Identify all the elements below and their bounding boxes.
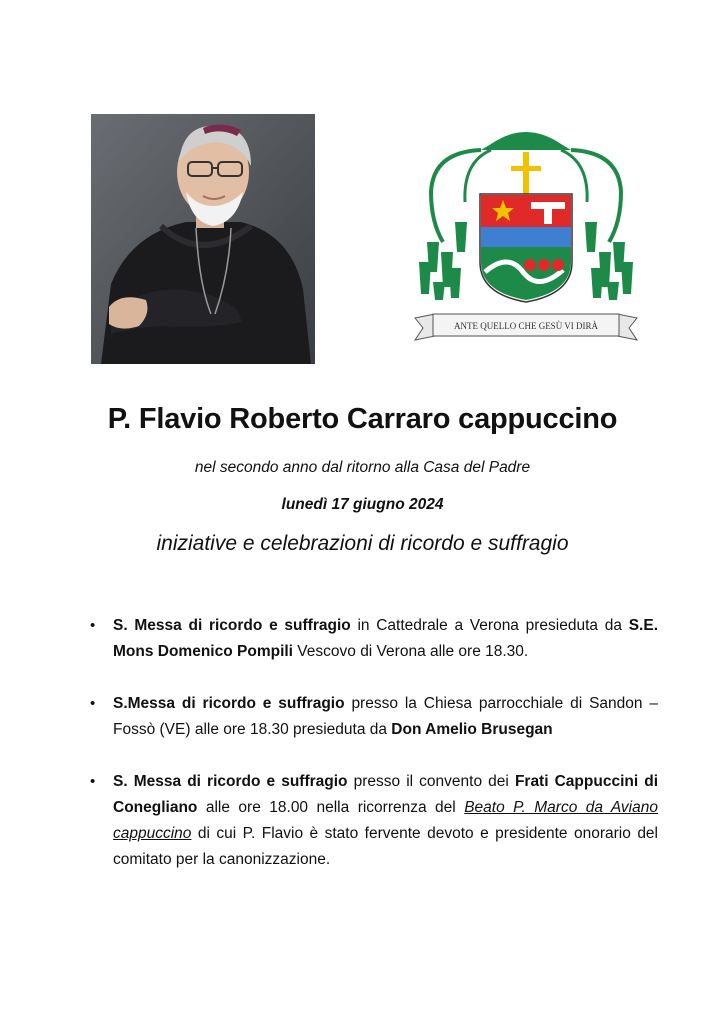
bullet-icon: • [90, 773, 96, 790]
item-3-text-mid: alle ore 18.00 nella ricorrenza del [197, 799, 465, 816]
event-list [88, 613, 658, 899]
bullet-icon: • [90, 617, 96, 634]
portrait-photo-icon [91, 114, 315, 364]
list-item [88, 769, 658, 873]
list-item [88, 691, 658, 743]
item-2-text: presso la Chiesa parrocchiale di Sandon – Fossò (VE) alle ore 18.30 presieduta da [113, 695, 658, 738]
item-1-text-end: Vescovo di Verona alle ore 18.30. [292, 643, 529, 660]
item-1-text: in Cattedrale a Verona presieduta da [350, 617, 629, 634]
subtitle: nel secondo anno dal ritorno alla Casa del Padre [194, 459, 531, 476]
item-3-convent: Frati Cappuccini di Conegliano [113, 773, 658, 816]
item-2-title: S.Messa di ricordo e suffragio [113, 695, 345, 712]
item-1-title: S. Messa di ricordo e suffragio [113, 617, 351, 634]
portrait-photo [91, 114, 315, 364]
item-2-celebrant: Don Amelio Brusegan [391, 721, 553, 738]
crest-motto: ANTE QUELLO CHE GESÙ VI DIRÀ [453, 321, 599, 331]
bullet-icon: • [90, 695, 96, 712]
episcopal-coat-of-arms-icon [413, 122, 639, 350]
section-heading: iniziative e celebrazioni di ricordo e suffragio [156, 532, 569, 555]
coat-of-arms [413, 122, 639, 350]
item-3-text-end: di cui P. Flavio è stato fervente devoto e presidente onorario del comitato per la canonizzazione. [113, 825, 658, 868]
item-1-celebrant: S.E. Mons Domenico Pompili [113, 617, 659, 660]
item-3-text: presso il convento dei [347, 773, 515, 790]
item-3-beato: Beato P. Marco da Aviano cappuccino [113, 799, 658, 842]
page-title: P. Flavio Roberto Carraro cappuccino [107, 403, 618, 435]
event-date: lunedì 17 giugno 2024 [281, 496, 444, 513]
item-3-title: S. Messa di ricordo e suffragio [113, 773, 348, 790]
list-item [88, 613, 658, 665]
